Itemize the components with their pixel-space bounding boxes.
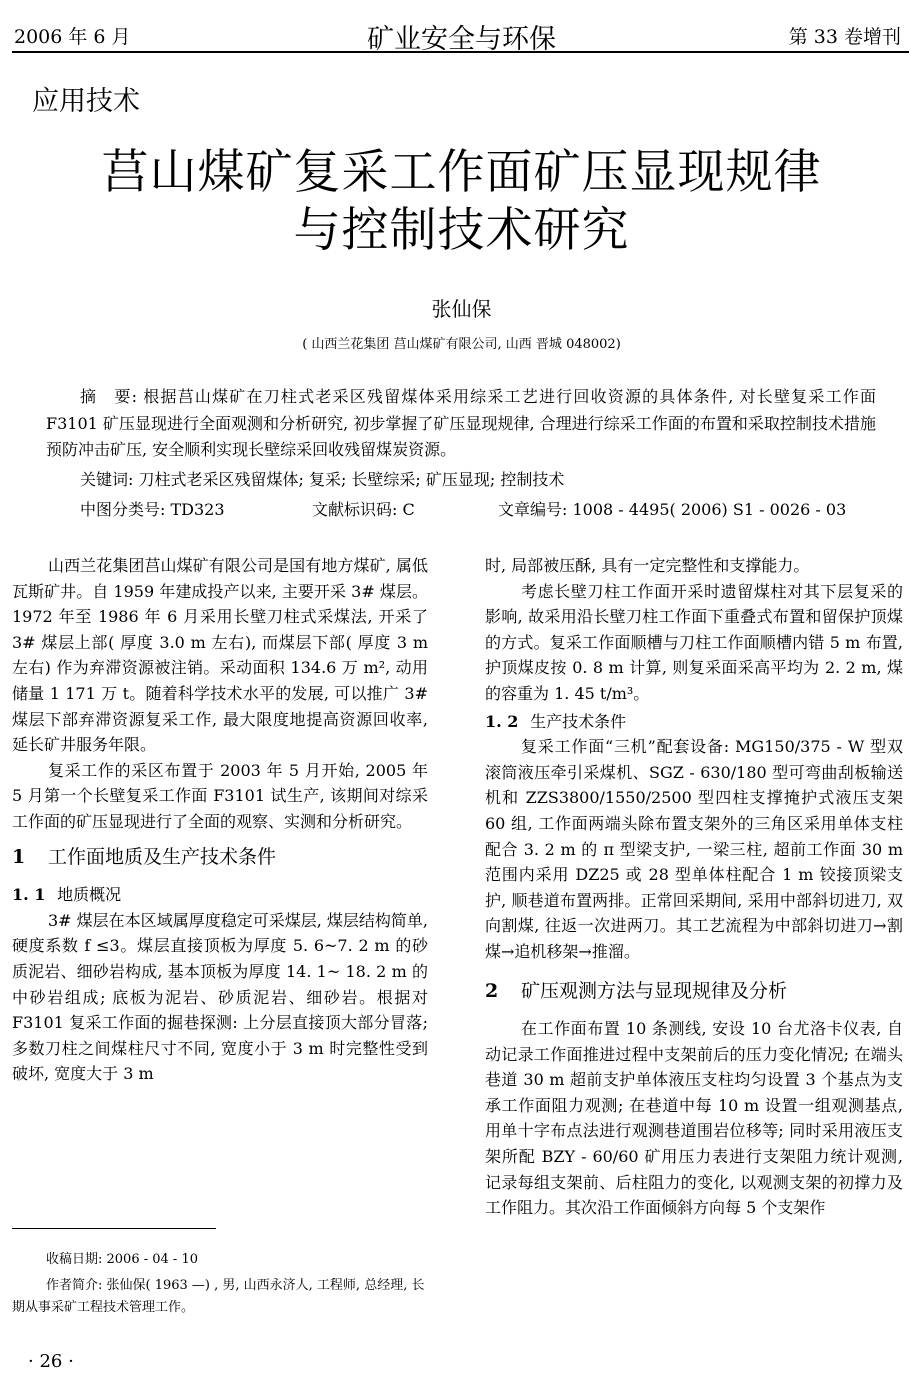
clc-number: 中图分类号: TD323: [80, 500, 225, 519]
body-paragraph: 复采工作面“三机”配套设备: MG150/375 - W 型双滚筒液压牵引采煤机、SGZ - 630/180 型可弯曲刮板输送机和 ZZS3800/1550/2500 型四柱支撑掩护式液压支架 60 组, 工作面两端头除布置支架外的三角区采用单体支柱配合 3. 2 m 的 π 型梁支护, 一梁三柱, 超前工作面 30 m 范围内采用 DZ25 或 28 型单体柱配合 1 m 铰接顶梁支护, 顺巷道布置两排。正常回采期间, 采用中部斜切进刀, 双向割煤, 往返一次进两刀。其工艺流程为中部斜切进刀→割煤→追机移架→推溜。: [485, 737, 903, 961]
keywords: 关键词: 刀柱式老采区残留煤体; 复采; 长壁综采; 矿压显现; 控制技术: [80, 470, 565, 489]
section-number: 1: [12, 845, 26, 868]
body-paragraph: 在工作面布置 10 条测线, 安设 10 台尤洛卡仪表, 自动记录工作面推进过程中支架前后的压力变化情况; 在端头巷道 30 m 超前支护单体液压支柱均匀设置 3 个基点为支承工作面阻力观测; 在巷道中每 10 m 设置一组观测基点, 用单十字布点法进行观测巷道围岩位移等; 同时采用液压支架所配 BZY - 60/60 矿用压力表进行支架阻力统计观测, 记录每组支架前、后柱阻力的变化, 以观测支架的初撑力及工作阻力。其次沿工作面倾斜方向每 5 个支架作: [485, 1019, 903, 1218]
subsection-number: 1. 2: [485, 711, 519, 731]
body-paragraph: 时, 局部被压酥, 具有一定完整性和支撑能力。: [485, 556, 810, 575]
abstract-text: 摘 要: 根据莒山煤矿在刀柱式老采区残留煤体采用综采工艺进行回收资源的具体条件, 对长壁复采工作面 F3101 矿压显现进行全面观测和分析研究, 初步掌握了矿压显现规律, 合理进行综采工作面的布置和采取控制技术措施预防冲击矿压, 安全顺利实现长壁综采回收残留煤炭资源。: [46, 387, 876, 459]
article-title: [0, 144, 923, 260]
subsection-heading: [12, 882, 428, 908]
footnote-received: [12, 1249, 430, 1271]
header-rule: [12, 51, 909, 53]
left-column: [12, 553, 428, 1087]
body-paragraph: 复采工作的采区布置于 2003 年 5 月开始, 2005 年 5 月第一个长壁复采工作面 F3101 试生产, 该期间对综采工作面的矿压显现进行了全面的观察、实测和分析研究。: [12, 760, 428, 831]
issue-date: 2006 年 6 月: [14, 26, 131, 48]
received-date: 收稿日期: 2006 - 04 - 10: [46, 1252, 198, 1267]
page-number: · 26 ·: [28, 1351, 74, 1372]
section-title: 工作面地质及生产技术条件: [48, 845, 277, 868]
author-bio: 作者简介: 张仙保( 1963 —) , 男, 山西永济人, 工程师, 总经理, 长期从事采矿工程技术管理工作。: [12, 1278, 425, 1315]
subsection-number: 1. 1: [12, 885, 46, 905]
subsection-title: 地质概况: [57, 885, 122, 905]
subsection-heading: [485, 709, 903, 735]
section-title: 矿压观测方法与显现规律及分析: [521, 979, 788, 1002]
abstract: [46, 384, 876, 464]
body-paragraph: 山西兰花集团莒山煤矿有限公司是国有地方煤矿, 属低瓦斯矿井。自 1959 年建成投产以来, 主要开采 3# 煤层。1972 年至 1986 年 6 月采用长壁刀柱式采煤法, 开采了 3# 煤层上部( 厚度 3.0 m 左右), 而煤层下部( 厚度 3 m 左右) 作为弃滞资源被注销。采动面积 134.6 万 m², 动用储量 1 171 万 t。随着科学技术水平的发展, 可以推广 3# 煤层下部弃滞资源复采工作, 最大限度地提高资源回收率, 延长矿井服务年限。: [12, 556, 428, 755]
right-column: [485, 553, 903, 1221]
body-paragraph: 3# 煤层在本区域属厚度稳定可采煤层, 煤层结构简单, 硬度系数 f ≤3。煤层直接顶板为厚度 5. 6~7. 2 m 的砂质泥岩、细砂岩构成, 基本顶板为厚度 14. 1~ 18. 2 m 的中砂岩组成; 底板为泥岩、砂质泥岩、细砂岩。根据对 F3101 复采工作面的掘巷探测: 上分层直接顶大部分冒落; 多数刀柱之间煤柱尺寸不同, 宽度小于 3 m 时完整性受到破坏, 宽度大于 3 m: [12, 910, 428, 1084]
article-id: 文章编号: 1008 - 4495( 2006) S1 - 0026 - 03: [498, 500, 847, 519]
journal-name: 矿业安全与环保: [367, 24, 556, 55]
body-paragraph: 考虑长壁刀柱工作面开采时遗留煤柱对其下层复采的影响, 故采用沿长壁刀柱工作面下重叠式布置和留保护顶煤的方式。复采工作面顺槽与刀柱工作面顺槽内错 5 m 布置, 护顶煤皮按 0. 8 m 计算, 则复采面采高平均为 2. 2 m, 煤的容重为 1. 45 t/m³。: [485, 581, 903, 703]
volume-info: 第 33 卷增刊: [788, 26, 901, 48]
doc-code: 文献标识码: C: [312, 500, 415, 519]
title-line: 莒山煤矿复采工作面矿压显现规律: [101, 145, 822, 200]
page-header: [0, 0, 923, 55]
section-label: 应用技术: [32, 86, 140, 117]
author-name: 张仙保: [431, 297, 492, 321]
subsection-title: 生产技术条件: [530, 711, 627, 731]
section-heading: [485, 979, 903, 1005]
footnote-rule: [12, 1228, 216, 1229]
section-number: 2: [485, 979, 499, 1002]
footnote-bio: [12, 1275, 430, 1319]
section-heading: [12, 845, 428, 871]
affiliation: ( 山西兰花集团 莒山煤矿有限公司, 山西 晋城 048002): [302, 337, 621, 352]
title-line: 与控制技术研究: [293, 203, 630, 258]
